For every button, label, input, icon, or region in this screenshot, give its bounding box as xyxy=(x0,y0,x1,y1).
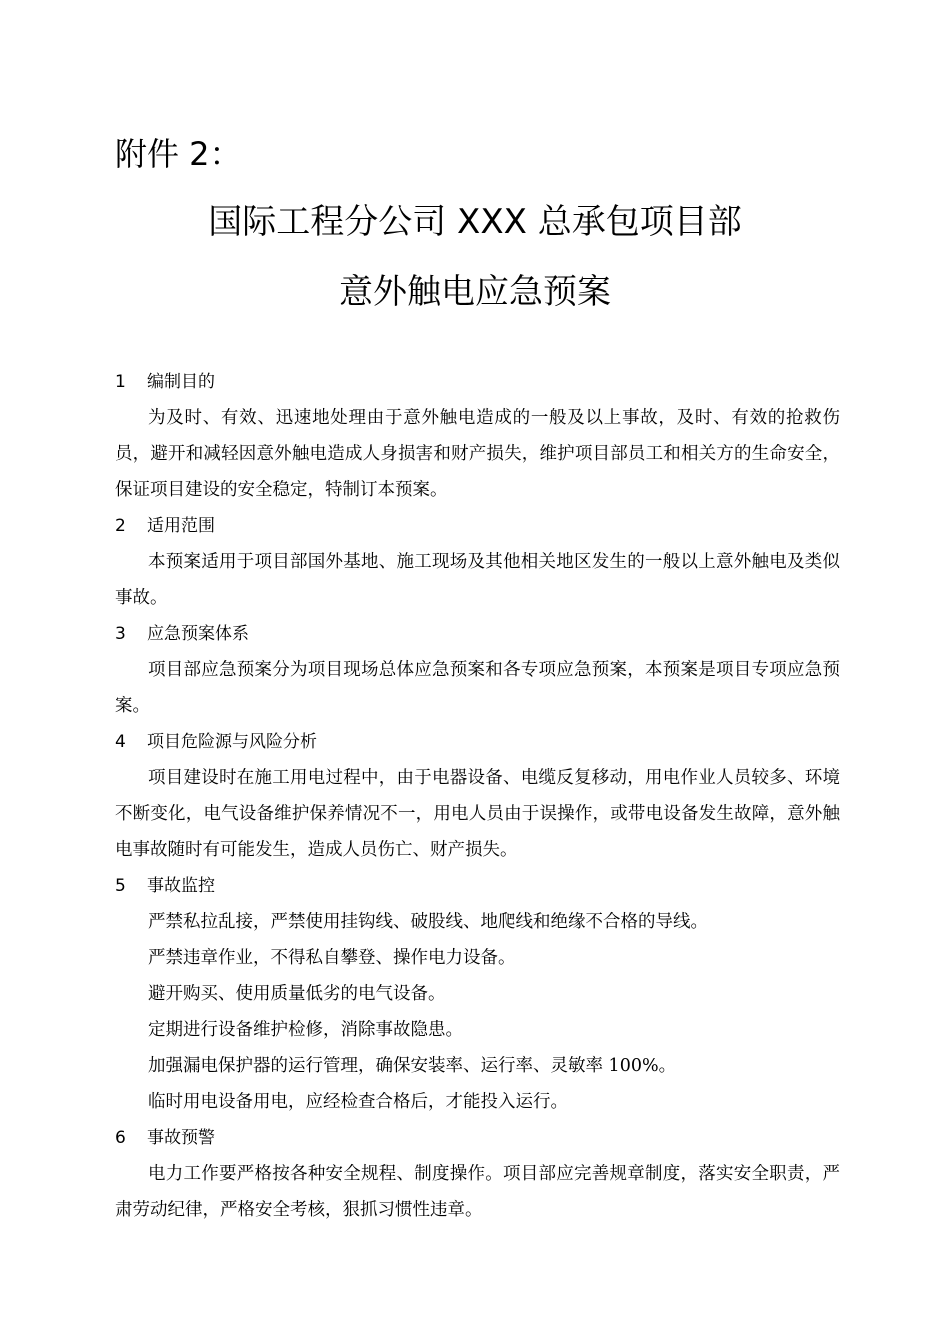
section-heading xyxy=(115,724,840,760)
list-item: 严禁私拉乱接，严禁使用挂钩线、破股线、地爬线和绝缘不合格的导线。 xyxy=(148,912,708,932)
section-number: 4 xyxy=(115,732,126,752)
section-title: 事故监控 xyxy=(147,876,215,896)
list-item: 避开购买、使用质量低劣的电气设备。 xyxy=(148,984,446,1004)
section-number: 1 xyxy=(115,372,126,392)
document-subtitle: 意外触电应急预案 xyxy=(339,272,611,312)
section-number: 5 xyxy=(115,876,126,896)
attachment-label: 附件 2： xyxy=(115,135,242,173)
section-title: 适用范围 xyxy=(147,516,215,536)
section-paragraph: 电力工作要严格按各种安全规程、制度操作。项目部应完善规章制度，落实安全职责，严肃劳动纪律，严格安全考核，狠抓习惯性违章。 xyxy=(115,1164,840,1220)
list-item: 定期进行设备维护检修，消除事故隐患。 xyxy=(148,1020,463,1040)
section-heading xyxy=(115,868,840,904)
section-paragraph: 本预案适用于项目部国外基地、施工现场及其他相关地区发生的一般以上意外触电及类似事故。 xyxy=(115,552,840,608)
section-title: 事故预警 xyxy=(147,1128,215,1148)
section-paragraph: 项目建设时在施工用电过程中，由于电器设备、电缆反复移动，用电作业人员较多、环境不断变化，电气设备维护保养情况不一，用电人员由于误操作，或带电设备发生故障，意外触电事故随时有可能发生，造成人员伤亡、财产损失。 xyxy=(115,768,840,860)
section-number: 3 xyxy=(115,624,126,644)
document-body xyxy=(115,364,840,1228)
section-heading xyxy=(115,616,840,652)
section-heading xyxy=(115,1120,840,1156)
section-title: 编制目的 xyxy=(147,372,215,392)
section-title: 项目危险源与风险分析 xyxy=(147,732,317,752)
list-item: 加强漏电保护器的运行管理，确保安装率、运行率、灵敏率 100%。 xyxy=(148,1056,677,1076)
section-number: 2 xyxy=(115,516,126,536)
section-paragraph: 项目部应急预案分为项目现场总体应急预案和各专项应急预案，本预案是项目专项应急预案。 xyxy=(115,660,840,716)
list-item: 临时用电设备用电，应经检查合格后，才能投入运行。 xyxy=(148,1092,568,1112)
section-number: 6 xyxy=(115,1128,126,1148)
section-heading xyxy=(115,364,840,400)
document-title: 国际工程分公司 XXX 总承包项目部 xyxy=(208,202,742,242)
list-item: 严禁违章作业，不得私自攀登、操作电力设备。 xyxy=(148,948,516,968)
section-heading xyxy=(115,508,840,544)
section-title: 应急预案体系 xyxy=(147,624,249,644)
section-paragraph: 为及时、有效、迅速地处理由于意外触电造成的一般及以上事故，及时、有效的抢救伤员，避开和减轻因意外触电造成人身损害和财产损失，维护项目部员工和相关方的生命安全，保证项目建设的安全稳定，特制订本预案。 xyxy=(115,408,840,500)
